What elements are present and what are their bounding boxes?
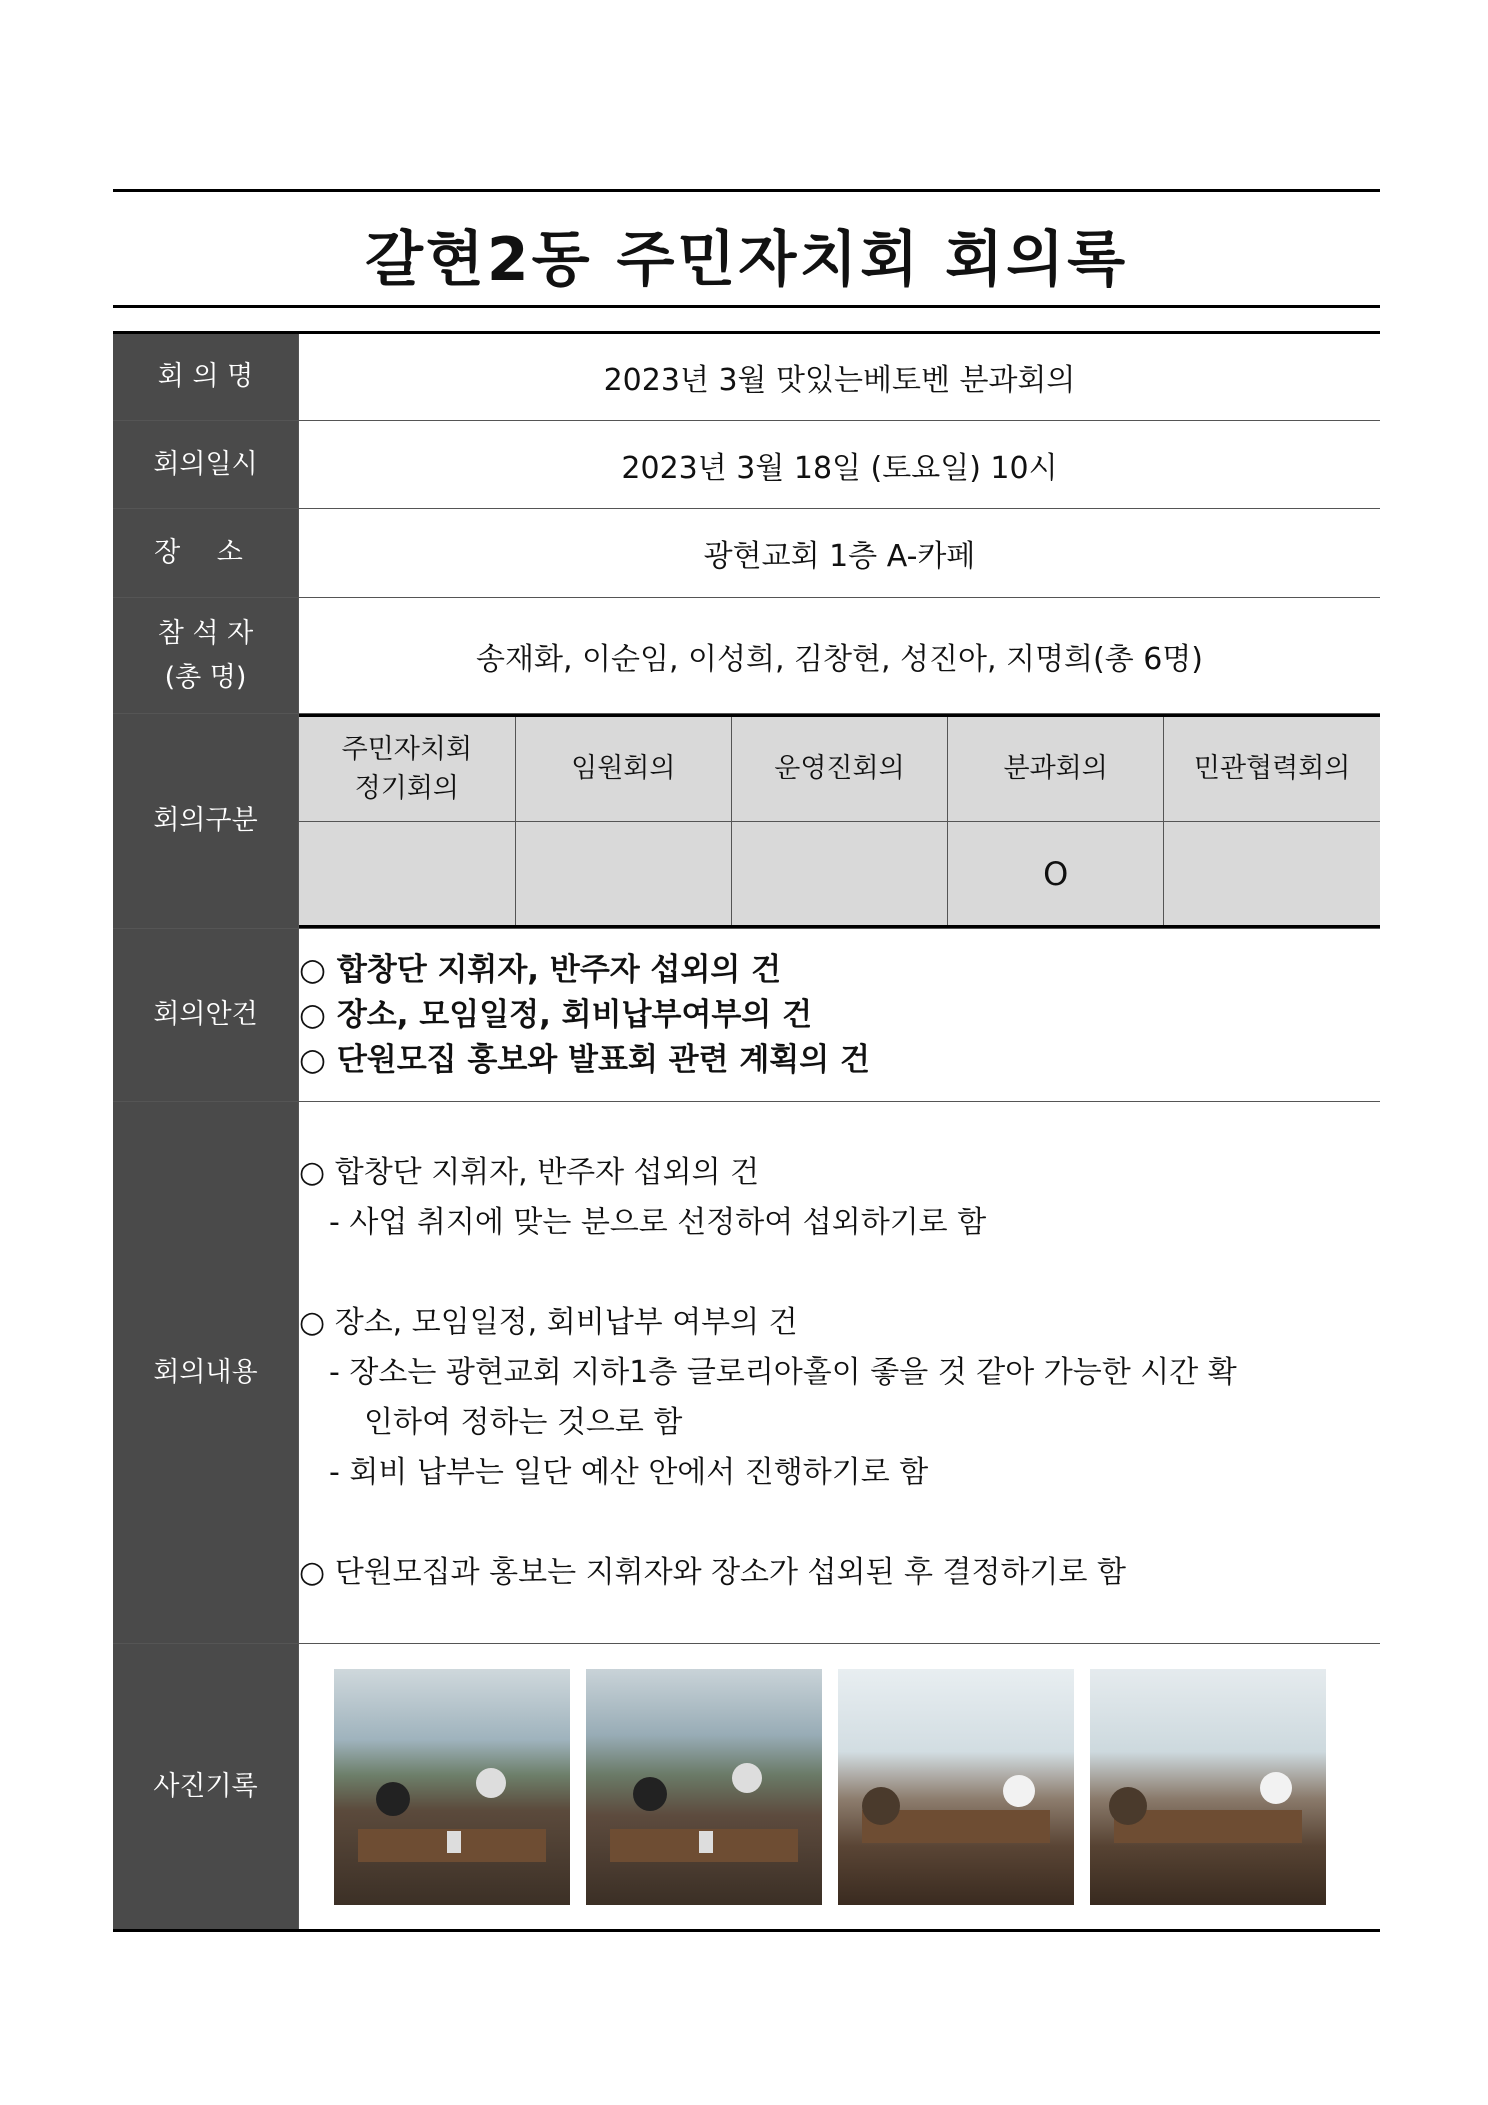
- photo-person-shape: [1260, 1772, 1292, 1804]
- photo-person-shape: [1109, 1787, 1147, 1825]
- row-photos: [113, 1644, 1380, 1931]
- agenda-item: ○ 장소, 모임일정, 회비납부여부의 건: [299, 996, 813, 1033]
- document-title: 갈현2동 주민자치회 회의록: [364, 225, 1129, 295]
- value-meeting-name: 2023년 3월 맛있는베토벤 분과회의: [299, 333, 1381, 421]
- content-gap: [299, 1248, 1380, 1298]
- content-line: ○ 장소, 모임일정, 회비납부 여부의 건: [299, 1304, 798, 1340]
- category-header-subcommittee: 분과회의: [948, 716, 1164, 822]
- row-meeting-name: [113, 333, 1380, 421]
- agenda-item: ○ 단원모집 홍보와 발표회 관련 계획의 건: [299, 1041, 870, 1078]
- row-content: [113, 1102, 1380, 1644]
- content-body: [299, 1102, 1381, 1644]
- photo-person-shape: [862, 1787, 900, 1825]
- content-line: ○ 단원모집과 홍보는 지휘자와 장소가 섭외된 후 결정하기로 함: [299, 1554, 1126, 1590]
- content-line: - 회비 납부는 일단 예산 안에서 진행하기로 함: [329, 1454, 929, 1490]
- content-gap: [299, 1498, 1380, 1548]
- content-line: - 장소는 광현교회 지하1층 글로리아홀이 좋을 것 같아 가능한 시간 확: [329, 1354, 1237, 1390]
- photos-cell: [299, 1644, 1381, 1931]
- minutes-form: [113, 331, 1380, 1932]
- label-content: 회의내용: [113, 1102, 299, 1644]
- value-meeting-datetime: 2023년 3월 18일 (토요일) 10시: [299, 421, 1381, 509]
- row-meeting-datetime: [113, 421, 1380, 509]
- photo-person-shape: [476, 1768, 506, 1798]
- value-attendees: 송재화, 이순임, 이성희, 김창현, 성진아, 지명희(총 6명): [299, 598, 1381, 714]
- row-place: [113, 509, 1380, 598]
- category-mark-executive: [515, 822, 731, 927]
- agenda-list: [299, 929, 1381, 1102]
- row-attendees: [113, 598, 1380, 714]
- meeting-photo-3: [838, 1669, 1074, 1905]
- meeting-photo-4: [1090, 1669, 1326, 1905]
- category-mark-steering: [731, 822, 947, 927]
- photo-cup-shape: [699, 1831, 713, 1853]
- row-category: [113, 714, 1380, 929]
- content-line: 인하여 정하는 것으로 함: [364, 1404, 683, 1440]
- photo-cup-shape: [447, 1831, 461, 1853]
- category-header-regular: 주민자치회 정기회의: [299, 716, 515, 822]
- category-mark-regular: [299, 822, 515, 927]
- photo-strip: [299, 1669, 1380, 1905]
- photo-person-shape: [1003, 1775, 1035, 1807]
- category-header-steering: 운영진회의: [731, 716, 947, 822]
- meeting-photo-2: [586, 1669, 822, 1905]
- title-top-rule: [113, 189, 1380, 192]
- label-meeting-name: 회 의 명: [113, 333, 299, 421]
- photo-person-shape: [633, 1777, 667, 1811]
- category-grid: [299, 714, 1380, 928]
- label-photos: 사진기록: [113, 1644, 299, 1931]
- content-line: ○ 합창단 지휘자, 반주자 섭외의 건: [299, 1154, 760, 1190]
- category-mark-publicprivate: [1164, 822, 1380, 927]
- photo-person-shape: [376, 1782, 410, 1816]
- value-place: 광현교회 1층 A-카페: [299, 509, 1381, 598]
- photo-person-shape: [732, 1763, 762, 1793]
- category-grid-cell: [299, 714, 1381, 929]
- label-attendees: [113, 598, 299, 714]
- label-agenda: 회의안건: [113, 929, 299, 1102]
- category-mark-subcommittee: O: [948, 822, 1164, 927]
- content-line: - 사업 취지에 맞는 분으로 선정하여 섭외하기로 함: [329, 1204, 987, 1240]
- label-attendees-line1: 참 석 자: [157, 618, 254, 650]
- meeting-photo-1: [334, 1669, 570, 1905]
- label-category: 회의구분: [113, 714, 299, 929]
- label-meeting-datetime: 회의일시: [113, 421, 299, 509]
- title-bottom-rule: [113, 305, 1380, 308]
- label-place: 장 소: [113, 509, 299, 598]
- category-header-executive: 임원회의: [515, 716, 731, 822]
- agenda-item: ○ 합창단 지휘자, 반주자 섭외의 건: [299, 951, 782, 988]
- label-attendees-line2: (총 명): [164, 661, 247, 693]
- category-header-publicprivate: 민관협력회의: [1164, 716, 1380, 822]
- row-agenda: [113, 929, 1380, 1102]
